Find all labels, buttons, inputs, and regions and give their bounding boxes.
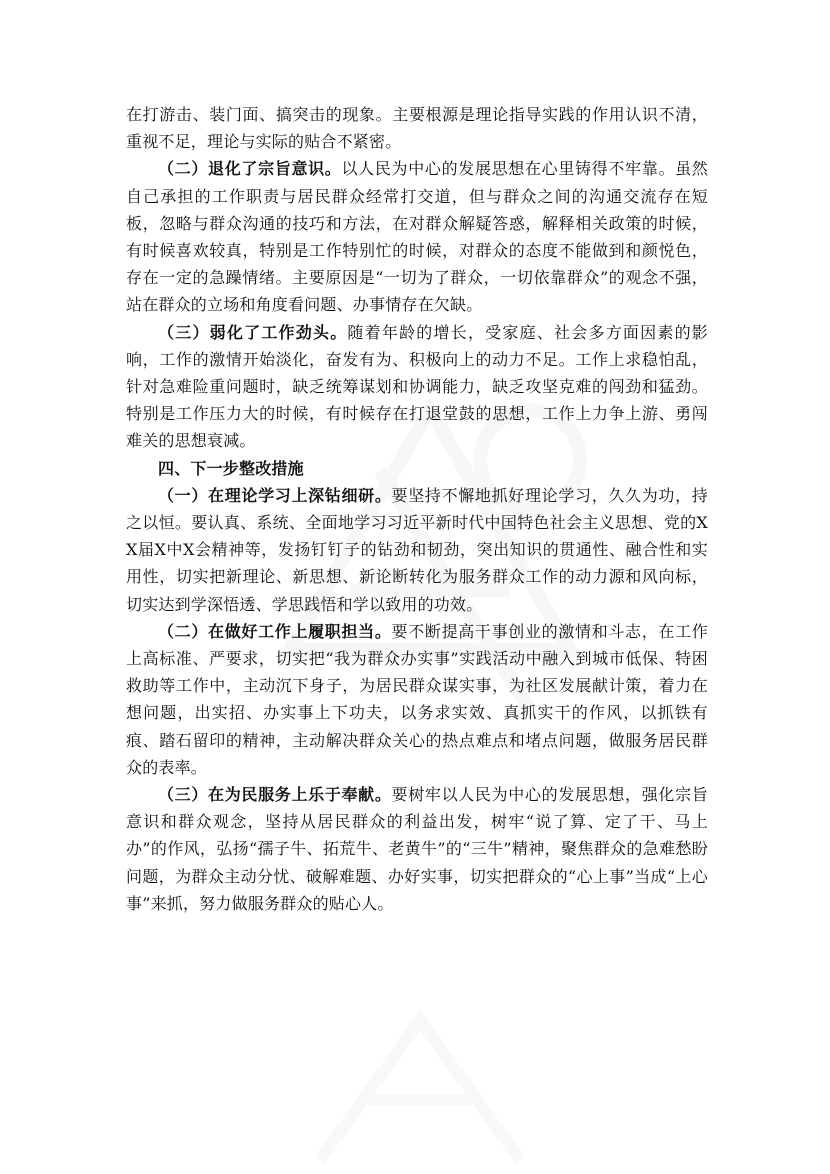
point-body: 要树牢以人民为中心的发展思想，强化宗旨意识和群众观念，坚持从居民群众的利益出发，树牢“说了算、定了干、马上办”的作风，弘扬“孺子牛、拓荒牛、老黄牛”的“三牛”精神，聚焦群众的急难愁盼问题，为群众主动分忧、破解难题、办好实事，切实把群众的“心上事”当成“上心事”来抓，努力做服务群众的贴心人。: [126, 785, 708, 913]
point-body: 要不断提高干事创业的激情和斗志，在工作上高标准、严要求，切实把“我为群众办实事”实践活动中融入到城市低保、特困救助等工作中，主动沉下身子，为居民群众谋实事，为社区发展献计策，着力在想问题，出实招、办实事上下功夫，以务求实效、真抓实干的作风，以抓铁有痕、踏石留印的精神，主动解决群众关心的热点难点和堵点问题，做服务居民群众的表率。: [126, 621, 708, 777]
point-heading: （三）弱化了工作劲头。: [158, 322, 348, 342]
section-heading: 四、下一步整改措施: [158, 458, 304, 478]
point-body: 随着年龄的增长，受家庭、社会多方面因素的影响，工作的激情开始淡化，奋发有为、积极向上的动力不足。工作上求稳怕乱，针对急难险重问题时，缺乏统筹谋划和协调能力，缺乏攻坚克难的闯劲和猛劲。特别是工作压力大的时候，有时候存在打退堂鼓的思想，工作上力争上游、勇闯难关的思想衰减。: [126, 322, 709, 451]
paragraph-text: 在打游击、装门面、搞突击的现象。主要根源是理论指导实践的作用认识不清，重视不足，理论与实际的贴合不紧密。: [126, 105, 708, 152]
point-heading: （二）在做好工作上履职担当。: [158, 621, 392, 641]
paragraph-measure-two: [126, 618, 708, 781]
point-heading: （二）退化了宗旨意识。: [158, 159, 342, 179]
point-body: 以人民为中心的发展思想在心里铸得不牢靠。虽然自己承担的工作职责与居民群众经常打交道，但与群众之间的沟通交流存在短板，忽略与群众沟通的技巧和方法，在对群众解疑答惑，解释相关政策的时候，有时候喜欢较真，特别是工作特别忙的时候，对群众的态度不能做到和颜悦色，存在一定的急躁情绪。主要原因是“一切为了群众，一切依靠群众”的观念不强，站在群众的立场和角度看问题、办事情存在欠缺。: [126, 159, 709, 315]
paragraph-point-three: [126, 319, 708, 455]
paragraph-measure-one: [126, 482, 708, 618]
paragraph-measure-three: [126, 781, 708, 917]
point-heading: （三）在为民服务上乐于奉献。: [158, 785, 392, 805]
point-body: 要坚持不懈地抓好理论学习，久久为功，持之以恒。要认真、系统、全面地学习习近平新时代中国特色社会主义思想、党的XX届X中X会精神等，发扬钉钉子的钻劲和韧劲，突出知识的贯通性、融合性和实用性，切实把新理论、新思想、新论断转化为服务群众工作的动力源和风向标，切实达到学深悟透、学思践悟和学以致用的功效。: [126, 485, 708, 614]
point-heading: （一）在理论学习上深钻细研。: [158, 485, 392, 505]
watermark-graphic-bottom: [300, 980, 540, 1174]
document-body: [126, 101, 708, 917]
paragraph-continuation: [126, 101, 708, 155]
paragraph-point-two: [126, 155, 708, 318]
